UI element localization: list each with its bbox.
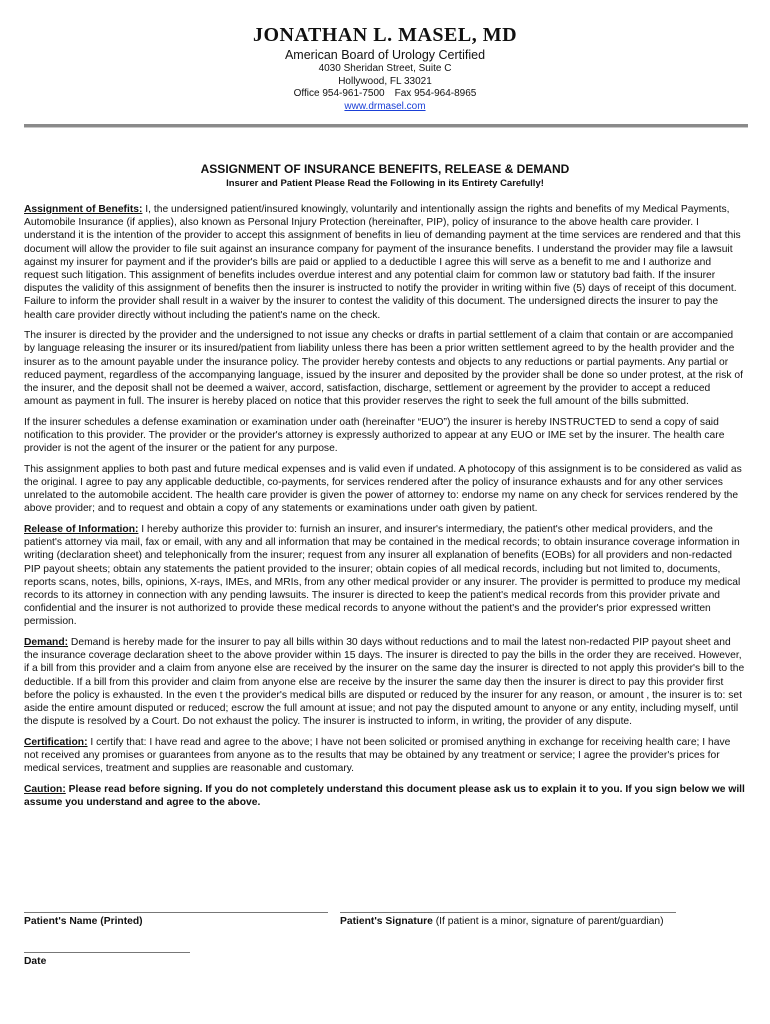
patient-name-line[interactable]	[24, 912, 328, 913]
document-title: ASSIGNMENT OF INSURANCE BENEFITS, RELEASE & DEMAND	[200, 162, 570, 176]
validity-paragraph: This assignment applies to both past and future medical expenses and is valid even if undated. A photocopy of this assignment is to be considered as valid as the original. I agree to pay any applicable deductible, co-payments, for services rendered after the policy of insurance exhausts and for any other services unrelated to the automobile accident. The health care provider is given the power of attorney to: endorse my name on any check for services rendered by the above provider; and to request and obtain a copy of any statements or examinations under oath given by patient.	[24, 463, 742, 515]
header-divider	[24, 124, 748, 128]
document-subtitle: Insurer and Patient Please Read the Following in its Entirety Carefully!	[226, 178, 544, 189]
document-body	[24, 203, 746, 817]
board-certification: American Board of Urology Certified	[284, 48, 486, 62]
patient-signature-line[interactable]	[340, 912, 676, 913]
settlement-paragraph: The insurer is directed by the provider and the undersigned to not issue any checks or drafts in partial settlement of a claim that contain or are accompanied by language releasing the insurer or its insured/patient from liability unless there has been a prior written settlement agreed to by the health provider and the insurer as to the amount payable under the insurance policy. The provider hereby contests and objects to any reductions or partial payments. Any partial or reduced payment, regardless of the accompanying language, issued by the insurer and deposited by the provider shall be done so under protest, at the risk of the insurer, and the deposit shall not be deemed a waiver, accord, satisfaction, discharge, settlement or agreement by the provider to accept a reduced amount as payment in full. The insurer is hereby placed on notice that this provider reserves the right to seek the full amount of the bills submitted.	[24, 330, 743, 408]
date-line[interactable]	[24, 952, 190, 953]
release-text: I hereby authorize this provider to: furnish an insurer, and insurer's intermediary, the patient's other medical providers, and the patient's attorney via mail, fax or email, with any and all information that may be contained in the medical records; to obtain insurance coverage information in writing (declaration sheet) and telephonically from the insurer; request from any insurer all explanation of benefits (EOBs) for all providers and non-redacted PIP payout sheets; obtain any statements the patient provided to the insurer; obtain copies of all medical records, including but not limited to, documents, reports scans, notes, bills, opinions, X-rays, IMEs, and MRIs, from any other medical provider or any insurer. The provider is permitted to produce my medical records to its attorney in connection with any pending lawsuits. The insurer is directed to keep the patient's medical records from this provider private and confidential and the insurer is not authorized to provide these medical records to anyone without the patient's and the provider's prior expressed written permission.	[24, 524, 741, 628]
signature-note: (If patient is a minor, signature of parent/guardian)	[432, 916, 664, 927]
euo-paragraph: If the insurer schedules a defense examination or examination under oath (hereinafter “EUO”) the insurer is hereby INSTRUCTED to send a copy of said notification to this provider. The provider or the provider's attorney is expressly authorized to appear at any EUO or IME set by the insurer. The health care provider is not the agent of the insurer or the patient for any purpose.	[24, 416, 725, 455]
caution-text: Please read before signing. If you do not completely understand this document please ask us to explain it to you. If you sign below we will assume you understand and agree to the above.	[24, 783, 745, 809]
patient-name-label: Patient's Name (Printed)	[24, 916, 143, 927]
letterhead	[0, 24, 770, 113]
demand-paragraph	[24, 636, 746, 728]
demand-heading: Demand:	[24, 637, 69, 649]
patient-signature-label: Patient's Signature (If patient is a minor, signature of parent/guardian)	[340, 916, 664, 927]
assignment-text: I, the undersigned patient/insured knowingly, voluntarily and intentionally assign the rights and benefits of my Medical Payments, Automobile Insurance (if applies), also known as Personal Injury Protection (hereinafter, PIP), policy of insurance to the above health care provider. I understand it is the intention of the provider to accept this assignment of benefits in lieu of demanding payment at the time services are rendered and that this document will allow the provider to file suit against an insurance company for payment of the insurance benefits. I understand the provider may file a lawsuit against my insurer for payment and if the provider's bills are paid or applied to a deductible I agree this will serve as a benefit to me and I authorize and request such litigation. This assignment of benefits includes overdue interest and any potential claim for common law or statutory bad faith. If the insurer disputes the validity of this assignment of benefits then the insurer is instructed to notify the provider in writing within five (5) days of receipt of this document. Failure to inform the provider shall result in a waiver by the insurer to contest the validity of this document. The undersigned directs the insurer to pay the health care provider directly without including the patient's name on the check.	[24, 204, 741, 321]
caution-heading: Caution:	[24, 783, 66, 795]
fax-number: Fax 954-964-8965	[394, 88, 477, 99]
phone-line	[0, 88, 770, 101]
release-heading: Release of Information:	[24, 524, 139, 536]
assignment-paragraph	[24, 203, 746, 322]
release-paragraph	[24, 523, 746, 629]
assignment-heading: Assignment of Benefits:	[24, 204, 143, 215]
demand-text: Demand is hereby made for the insurer to pay all bills within 30 days without reductions and to mail the latest non-redacted PIP payout sheet and the insurance coverage declaration sheet to the above provider within 15 days. The insurer is directed to pay the bills in the order they are received. However, if a bill from this provider and a claim from anyone else are received by the insurer on the same day the insurer is directed to not apply this provider's bill to the deductible. If a bill from this provider and claim from anyone else are receive by the insurer the same day then the insurer is direct to pay this provider first before the policy is exhausted. In the even t the provider's medical bills are disputed or reduced by the insurer for any reason, or amount , the insurer is to: set aside the entire amount disputed or reduced; escrow the full amount at issue; and not pay the disputed amount to anyone or any entity, including myself, until the dispute is resolved by a Court. Do not exhaust the policy. The insurer is instructed to inform, in writing, the provider of any dispute.	[24, 637, 745, 728]
doctor-name: JONATHAN L. MASEL, MD	[252, 24, 518, 46]
office-phone: Office 954-961-7500	[293, 88, 385, 99]
city-address: Hollywood, FL 33021	[338, 75, 432, 87]
street-address: 4030 Sheridan Street, Suite C	[318, 63, 452, 74]
date-label: Date	[24, 956, 47, 967]
certification-heading: Certification:	[24, 736, 88, 748]
certification-paragraph	[24, 736, 746, 776]
caution-paragraph	[24, 783, 746, 809]
website-link[interactable]: www.drmasel.com	[344, 100, 426, 112]
certification-text: I certify that: I have read and agree to the above; I have not been solicited or promised anything in exchange for receiving health care; I have not received any promises or guarantees from anyone as to the results that may be obtained by any treatment or service; I agree the provider's prices for medical services, treatment and supplies are reasonable and customary.	[24, 736, 731, 775]
